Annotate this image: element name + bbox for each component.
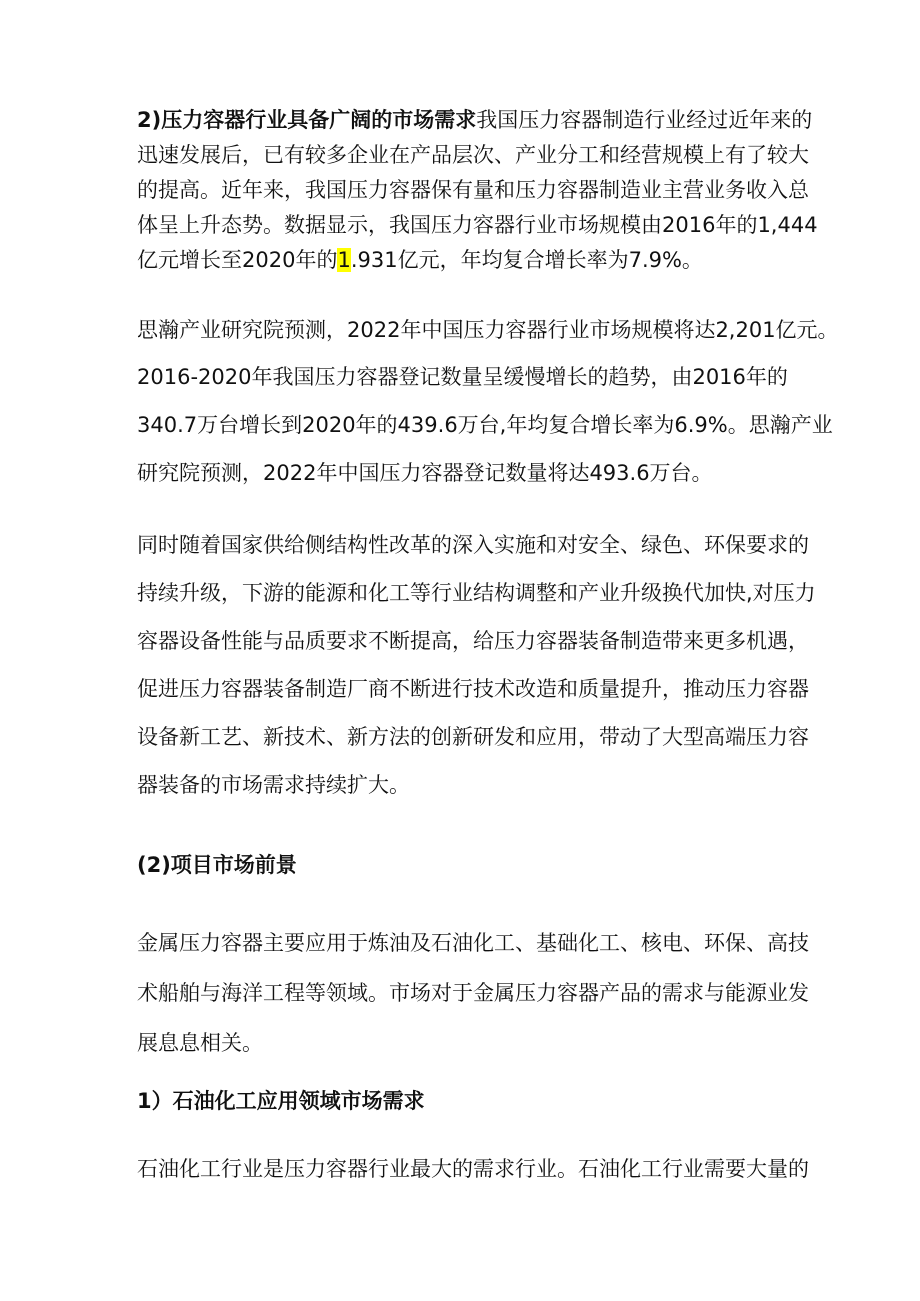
section-heading-project-outlook: (2)项目市场前景	[137, 853, 297, 877]
section-heading-market-demand: 2)压力容器行业具备广阔的市场需求	[137, 108, 477, 132]
paragraph-1-line-5	[137, 245, 703, 275]
paragraph-5-line-1: 石油化工行业是压力容器行业最大的需求行业。石油化工行业需要大量的	[137, 1157, 809, 1181]
paragraph-1-line-5-post: .931亿元，年均复合增长率为7.9%。	[350, 248, 703, 272]
paragraph-4-line-3: 展息息相关。	[137, 1031, 263, 1055]
paragraph-2-line-3: 340.7万台增长到2020年的439.6万台,年均复合增长率为6.9%。思瀚产业	[137, 413, 833, 437]
paragraph-2-line-2: 2016-2020年我国压力容器登记数量呈缓慢增长的趋势，由2016年的	[137, 365, 788, 389]
paragraph-3-line-4: 促进压力容器装备制造厂商不断进行技术改造和质量提升，推动压力容器	[137, 677, 809, 701]
paragraph-1-line-5-pre: 亿元增长至2020年的	[137, 248, 338, 272]
paragraph-1-line-1-text: 我国压力容器制造行业经过近年来的	[476, 108, 813, 132]
paragraph-2-line-1: 思瀚产业研究院预测，2022年中国压力容器行业市场规模将达2,201亿元。	[137, 318, 839, 342]
paragraph-3-line-3: 容器设备性能与品质要求不断提高，给压力容器装备制造带来更多机遇，	[137, 629, 809, 653]
paragraph-4-line-1: 金属压力容器主要应用于炼油及石油化工、基础化工、核电、环保、高技	[137, 931, 809, 955]
paragraph-4-line-2: 术船舶与海洋工程等领域。市场对于金属压力容器产品的需求与能源业发	[137, 981, 809, 1005]
paragraph-1-line-2: 迅速发展后，已有较多企业在产品层次、产业分工和经营规模上有了较大	[137, 143, 809, 167]
paragraph-3-line-2: 持续升级，下游的能源和化工等行业结构调整和产业升级换代加快,对压力	[137, 581, 816, 605]
section-heading-petrochemical: 1）石油化工应用领域市场需求	[137, 1089, 425, 1113]
paragraph-3-line-5: 设备新工艺、新技术、新方法的创新研发和应用，带动了大型高端压力容	[137, 725, 809, 749]
highlighted-text: 1	[337, 248, 351, 272]
paragraph-3-line-1: 同时随着国家供给侧结构性改革的深入实施和对安全、绿色、环保要求的	[137, 533, 809, 557]
paragraph-1-line-4: 体呈上升态势。数据显示，我国压力容器行业市场规模由2016年的1,444	[137, 213, 818, 237]
paragraph-3-line-6: 器装备的市场需求持续扩大。	[137, 773, 410, 797]
paragraph-1-line-1	[137, 105, 812, 135]
paragraph-1-line-3: 的提高。近年来，我国压力容器保有量和压力容器制造业主营业务收入总	[137, 178, 809, 202]
paragraph-2-line-4: 研究院预测，2022年中国压力容器登记数量将达493.6万台。	[137, 461, 713, 485]
